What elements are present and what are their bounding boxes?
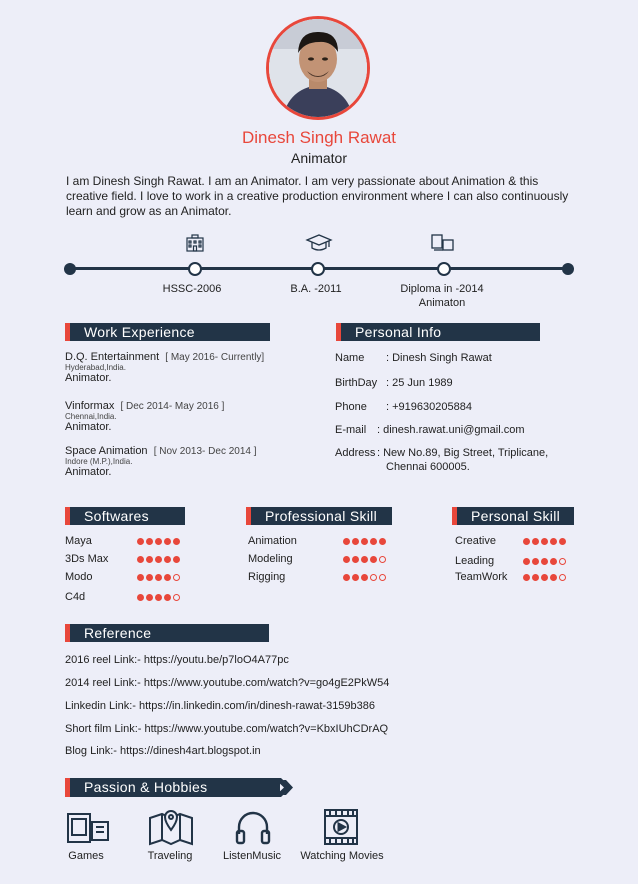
rating-dot-filled (361, 556, 368, 563)
rating-dot-filled (146, 538, 153, 545)
rating-dot-filled (352, 556, 359, 563)
rating-dot-empty (370, 574, 377, 581)
skill-row (65, 568, 195, 586)
skill-row (248, 568, 393, 586)
rating-dot-filled (146, 594, 153, 601)
skill-row (65, 550, 195, 568)
skill-name: C4d (65, 591, 86, 603)
rating-dot-filled (146, 574, 153, 581)
rating-dot-filled (343, 538, 350, 545)
timeline-label: Diploma in -2014 Animaton (400, 283, 484, 309)
skill-rating (137, 532, 180, 550)
skill-rating (137, 550, 180, 568)
skill-rating (523, 532, 566, 550)
rating-dot-filled (523, 538, 530, 545)
hobby-label: ListenMusic (222, 850, 282, 862)
headphones-icon (234, 808, 272, 851)
rating-dot-empty (379, 574, 386, 581)
rating-dot-filled (137, 594, 144, 601)
softwares-heading: Softwares (65, 507, 185, 525)
reference-link[interactable]: 2016 reel Link:- https://youtu.be/p7loO4A77pc (65, 654, 289, 666)
rating-dot-filled (541, 558, 548, 565)
skill-rating (137, 568, 180, 586)
reference-link[interactable]: 2014 reel Link:- https://www.youtube.com/watch?v=go4gE2PkW54 (65, 677, 390, 689)
work-role: Animator. (65, 372, 112, 384)
timeline-start-dot (64, 263, 76, 275)
rating-dot-empty (379, 556, 386, 563)
rating-dot-filled (155, 538, 162, 545)
rating-dot-filled (146, 556, 153, 563)
info-value-name: : Dinesh Singh Rawat (386, 352, 492, 364)
rating-dot-filled (532, 558, 539, 565)
profile-photo (266, 16, 370, 120)
skill-name: Modo (65, 571, 93, 583)
work-dates: [ Nov 2013- Dec 2014 ] (153, 446, 257, 457)
info-value-address: : New No.89, Big Street, Triplicane, (377, 447, 549, 459)
timeline-label: B.A. -2011 (290, 283, 342, 295)
info-label-address: Address (335, 447, 376, 459)
skill-rating (343, 568, 386, 586)
reference-link[interactable]: Blog Link:- https://dinesh4art.blogspot.in (65, 745, 261, 757)
rating-dot-filled (352, 574, 359, 581)
rating-dot-filled (155, 574, 162, 581)
rating-dot-filled (173, 538, 180, 545)
info-value-email: : dinesh.rawat.uni@gmail.com (377, 424, 525, 436)
reference-link[interactable]: Short film Link:- https://www.youtube.com/watch?v=KbxIUhCDrAQ (65, 723, 389, 735)
work-role: Animator. (65, 466, 112, 478)
rating-dot-empty (173, 594, 180, 601)
rating-dot-filled (523, 574, 530, 581)
rating-dot-filled (361, 574, 368, 581)
skill-name: Maya (65, 535, 92, 547)
reference-link[interactable]: Linkedin Link:- https://in.linkedin.com/in/dinesh-rawat-3159b386 (65, 700, 376, 712)
rating-dot-filled (370, 538, 377, 545)
skill-row (248, 550, 393, 568)
info-value-address-line2: Chennai 600005. (386, 461, 470, 473)
company-name: Vinformax (65, 400, 115, 412)
person-name: Dinesh Singh Rawat (241, 128, 397, 147)
rating-dot-filled (370, 556, 377, 563)
skill-rating (343, 532, 386, 550)
hobbies-heading: Passion & Hobbies (65, 778, 280, 797)
info-label-name: Name (335, 352, 365, 364)
rating-dot-filled (541, 574, 548, 581)
rating-dot-filled (164, 574, 171, 581)
rating-dot-filled (173, 556, 180, 563)
rating-dot-filled (550, 558, 557, 565)
skill-row (65, 532, 195, 550)
hobby-label: Games (68, 850, 104, 862)
work-role: Animator. (65, 421, 112, 433)
film-play-icon (322, 808, 360, 851)
person-role: Animator (290, 150, 348, 166)
work-dates: [ May 2016- Currently] (165, 352, 265, 363)
rating-dot-filled (137, 538, 144, 545)
work-dates: [ Dec 2014- May 2016 ] (120, 401, 225, 412)
skill-name: Leading (455, 555, 495, 567)
rating-dot-empty (173, 574, 180, 581)
game-console-icon (66, 810, 110, 849)
rating-dot-filled (164, 556, 171, 563)
rating-dot-filled (532, 538, 539, 545)
rating-dot-filled (550, 574, 557, 581)
skill-rating (343, 550, 386, 568)
skill-name: Rigging (248, 571, 286, 583)
rating-dot-filled (550, 538, 557, 545)
info-label-email: E-mail (335, 424, 367, 436)
personal-info-heading: Personal Info (336, 323, 540, 341)
work-item (65, 400, 295, 433)
rating-dot-filled (137, 574, 144, 581)
rating-dot-filled (155, 556, 162, 563)
work-experience-heading: Work Experience (65, 323, 270, 341)
graduation-cap-icon (305, 234, 333, 257)
company-name: D.Q. Entertainment (65, 351, 160, 363)
skill-name: Modeling (248, 553, 293, 565)
skill-rating (137, 588, 180, 606)
skill-row (248, 532, 393, 550)
work-location: Hyderabad,India. (65, 363, 126, 372)
skill-row (455, 568, 575, 586)
rating-dot-filled (541, 538, 548, 545)
skill-name: Creative (455, 535, 496, 547)
timeline-end-dot (562, 263, 574, 275)
skill-name: 3Ds Max (65, 553, 109, 565)
devices-icon (431, 234, 455, 257)
work-location: Indore (M.P.),India. (65, 457, 133, 466)
skill-name: TeamWork (455, 571, 508, 583)
rating-dot-empty (559, 558, 566, 565)
rating-dot-filled (523, 558, 530, 565)
rating-dot-filled (164, 594, 171, 601)
rating-dot-empty (559, 574, 566, 581)
info-label-phone: Phone (335, 401, 367, 413)
timeline-node (311, 262, 325, 276)
skill-name: Animation (248, 535, 297, 547)
timeline-node (188, 262, 202, 276)
personal-skill-heading: Personal Skill (452, 507, 574, 525)
skill-row (65, 588, 195, 606)
info-value-birthday: : 25 Jun 1989 (386, 377, 453, 389)
info-label-birthday: BirthDay (335, 377, 378, 389)
rating-dot-filled (532, 574, 539, 581)
hobby-label: Traveling (147, 850, 193, 862)
rating-dot-filled (559, 538, 566, 545)
professional-skill-heading: Professional Skill (246, 507, 392, 525)
school-building-icon (185, 234, 205, 257)
map-pin-icon (148, 808, 194, 851)
skill-row (455, 532, 575, 550)
rating-dot-filled (361, 538, 368, 545)
info-value-phone: : +919630205884 (386, 401, 472, 413)
rating-dot-filled (155, 594, 162, 601)
summary-text: I am Dinesh Singh Rawat. I am an Animator. I am very passionate about Animation & this creative field. I love to work in a creative production environment where I can also continuously learn and grow as an Animator. (66, 174, 569, 218)
rating-dot-filled (137, 556, 144, 563)
skill-rating (523, 568, 566, 586)
hobby-label: Watching Movies (300, 850, 384, 862)
reference-heading: Reference (65, 624, 269, 642)
rating-dot-filled (164, 538, 171, 545)
rating-dot-filled (352, 538, 359, 545)
timeline-label: HSSC-2006 (162, 283, 222, 295)
company-name: Space Animation (65, 445, 148, 457)
work-item (65, 445, 295, 478)
work-item (65, 351, 295, 384)
rating-dot-filled (379, 538, 386, 545)
rating-dot-filled (343, 556, 350, 563)
timeline-node (437, 262, 451, 276)
work-location: Chennai,India. (65, 412, 117, 421)
double-chevron-icon (272, 777, 298, 803)
rating-dot-filled (343, 574, 350, 581)
